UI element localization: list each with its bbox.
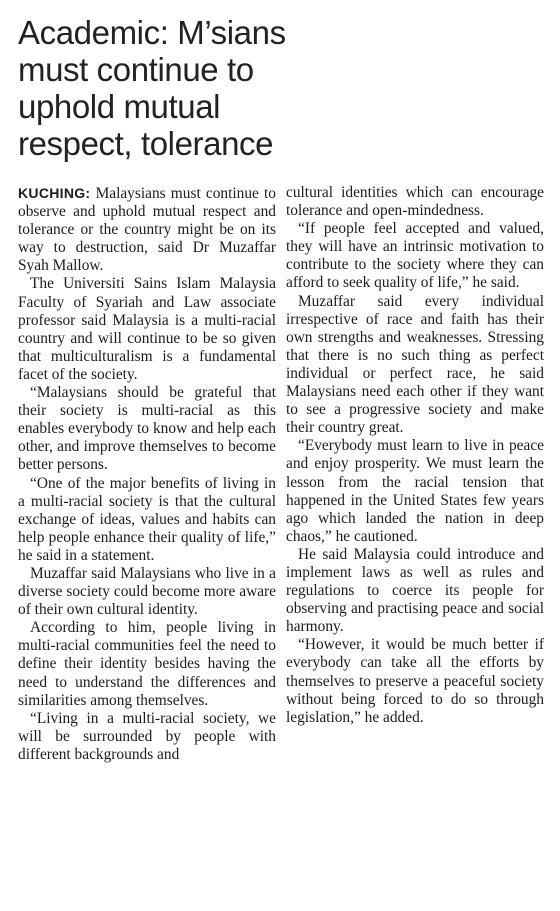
paragraph: “Everybody must learn to live in peace and enjoy prosperity. We must learn the lesson from the racial tension that happened in the United States few years ago which landed the nation in deep chaos,” he cautioned. bbox=[286, 437, 544, 545]
dateline: KUCHING: bbox=[18, 185, 91, 201]
paragraph: The Universiti Sains Islam Malaysia Faculty of Syariah and Law associate professor said Malaysia is a multi-racial country and will continue to be so given that multiculturalism is a fundamental facet of the society. bbox=[18, 275, 276, 383]
paragraph: “Malaysians should be grateful that their society is multi-racial as this enables everybody to know and help each other, and improve themselves to become better persons. bbox=[18, 384, 276, 474]
paragraph: He said Malaysia could introduce and implement laws as well as rules and regulations to coerce its people for observing and practising peace and social harmony. bbox=[286, 545, 544, 636]
paragraph: “Living in a multi-racial society, we will be surrounded by people with different backgrounds and bbox=[18, 709, 276, 763]
paragraph-text: Malaysians must continue to observe and uphold mutual respect and tolerance or the country might be on its way to destruction, said Dr Muzaffar Syah Mallow. bbox=[18, 185, 276, 275]
left-column bbox=[18, 184, 276, 764]
article-headline: Academic: M’sians must continue to uphold mutual respect, tolerance bbox=[18, 14, 286, 162]
paragraph: “If people feel accepted and valued, they will have an intrinsic motivation to contribute to the society where they can afford to seek quality of life,” he said. bbox=[286, 220, 544, 292]
paragraph: “However, it would be much better if everybody can take all the efforts by themselves to preserve a peaceful society without being forced to do so through legislation,” he added. bbox=[286, 636, 544, 726]
paragraph: “One of the major benefits of living in a multi-racial society is that the cultural exchange of ideas, values and habits can help people enhance their quality of life,” he said in a statement. bbox=[18, 474, 276, 564]
article-body bbox=[18, 184, 544, 764]
paragraph bbox=[18, 184, 276, 275]
right-column bbox=[286, 184, 544, 764]
paragraph: Muzaffar said every individual irrespective of race and faith has their own strengths and weaknesses. Stressing that there is no such thing as perfect individual or perfect race, he said Malaysians need each other if they want to see a progressive society and make their country great. bbox=[286, 292, 544, 437]
paragraph: Muzaffar said Malaysians who live in a diverse society could become more aware of their own cultural identity. bbox=[18, 564, 276, 619]
paragraph: According to him, people living in multi-racial communities feel the need to define their identity besides having the need to understand the differences and similarities among themselves. bbox=[18, 619, 276, 709]
paragraph: cultural identities which can encourage tolerance and open-mindedness. bbox=[286, 184, 544, 220]
